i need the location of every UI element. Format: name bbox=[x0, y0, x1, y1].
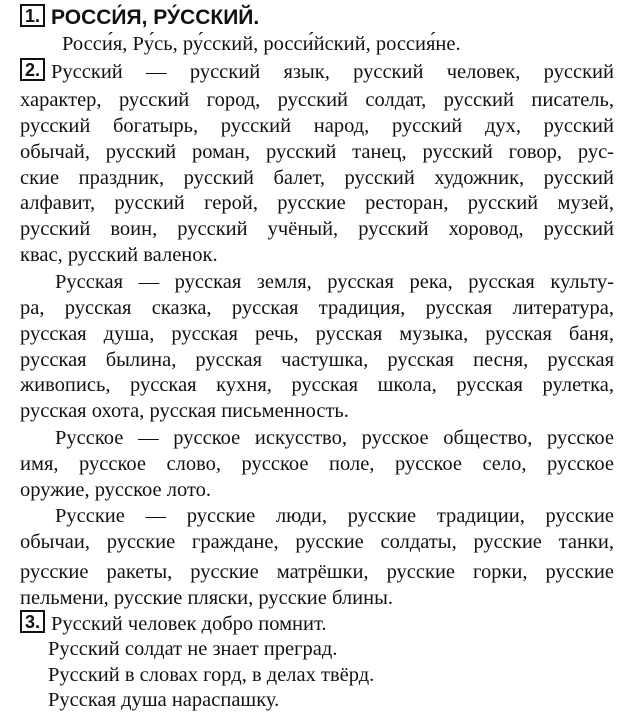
task-number: 1. bbox=[20, 4, 45, 27]
text-line: ра, русская сказка, русская традиция, русская литература, bbox=[20, 297, 614, 319]
text-line: пельмени, русские пляски, русские блины. bbox=[20, 587, 393, 609]
text-line: русская былина, русская частушка, русская песня, русская bbox=[20, 349, 614, 371]
task-number: 3. bbox=[20, 610, 45, 633]
text-line: обычай, русский роман, русский танец, русский говор, рус- bbox=[20, 141, 614, 163]
text-line: 3. Русский человек добро помнит. bbox=[20, 610, 614, 637]
text-line: Русские — русские люди, русские традиции, русские bbox=[55, 505, 614, 527]
task-heading: РОССИ́Я, РУ́ССКИЙ. bbox=[51, 6, 260, 29]
text-line: квас, русский валенок. bbox=[20, 244, 218, 266]
text-line: алфавит, русский герой, русские ресторан, русский музей, bbox=[20, 192, 614, 214]
task-number: 2. bbox=[20, 58, 45, 81]
text-line: русские ракеты, русские матрёшки, русские горки, русские bbox=[20, 561, 614, 583]
text-line: живопись, русская кухня, русская школа, русская рулетка, bbox=[20, 374, 614, 396]
text-line: русский богатырь, русский народ, русский дух, русский bbox=[20, 115, 614, 137]
text-line: имя, русское слово, русское поле, русское село, русское bbox=[20, 453, 614, 475]
task1-words: Росси́я, Ру́сь, ру́сский, росси́йский, россия́не. bbox=[62, 33, 461, 55]
text-line: оружие, русское лото. bbox=[20, 479, 212, 501]
text-line: Русское — русское искусство, русское общество, русское bbox=[55, 427, 614, 449]
text-line: русская охота, русская письменность. bbox=[20, 400, 349, 422]
text-line: русская душа, русская речь, русская музыка, русская баня, bbox=[20, 323, 614, 345]
text-line: 2. Русский — русский язык, русский человек, русский bbox=[20, 58, 614, 85]
task1-heading-line bbox=[20, 4, 614, 31]
text-line: русский воин, русский учёный, русский хоровод, русский bbox=[20, 218, 614, 240]
text-line: Русский солдат не знает преград. bbox=[48, 638, 338, 660]
text-line: обычаи, русские граждане, русские солдаты, русские танки, bbox=[20, 531, 614, 553]
text-line: Русская душа нараспашку. bbox=[48, 689, 280, 711]
text-line: Русский в словах горд, в делах твёрд. bbox=[48, 664, 375, 686]
text-line: ские праздник, русский балет, русский художник, русский bbox=[20, 167, 614, 189]
text-line: характер, русский город, русский солдат, русский писатель, bbox=[20, 89, 614, 111]
text-line: Русская — русская земля, русская река, русская культу- bbox=[55, 271, 614, 293]
